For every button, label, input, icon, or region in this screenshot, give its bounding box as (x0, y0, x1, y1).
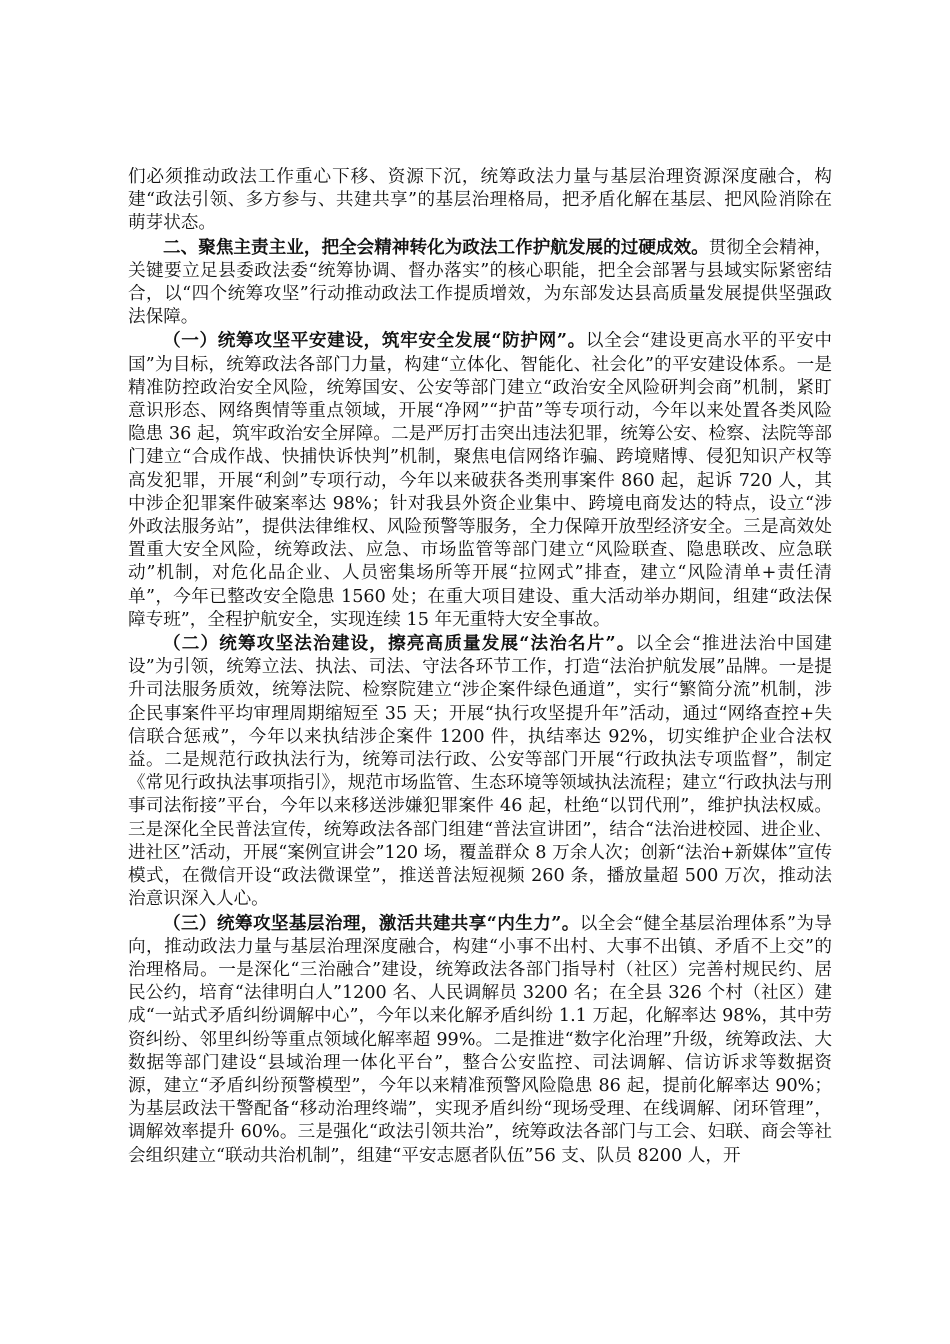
subsection-heading: （一）统筹攻坚平安建设，筑牢安全发展“防护网”。 (163, 330, 586, 352)
paragraph-text: 以全会“健全基层治理体系”为导向，推动政法力量与基层治理深度融合，构建“小事不出村、大事不出镇、矛盾不上交”的治理格局。一是深化“三治融合”建设，统筹政法各部门指导村（社区）完善村规民约、居民公约，培育“法律明白人”1200 名、人民调解员 3200 名；在全县 326 个村（社区）建成“一站式矛盾纠纷调解中心”，今年以来化解矛盾纠纷 1.1 万起，化解率达 98%，其中劳资纠纷、邻里纠纷等重点领域化解率超 99%。二是推进“数字化治理”升级，统筹政法、大数据等部门建设“县域治理一体化平台”，整合公安监控、司法调解、信访诉求等数据资源，建立“矛盾纠纷预警模型”，今年以来精准预警风险隐患 86 起，提前化解率达 90%；为基层政法干警配备“移动治理终端”，实现矛盾纠纷“现场受理、在线调解、闭环管理”，调解效率提升 60%。三是强化“政法引领共治”，统筹政法各部门与工会、妇联、商会等社会组织建立“联动共治机制”，组建“平安志愿者队伍”56 支、队员 8200 人，开 (128, 913, 832, 1166)
paragraph-rule-of-law (128, 632, 832, 911)
subsection-heading: （三）统筹攻坚基层治理，激活共建共享“内生力”。 (163, 912, 580, 934)
subsection-heading: （二）统筹攻坚法治建设，擦亮高质量发展“法治名片”。 (163, 633, 636, 655)
section-heading: 二、聚焦主责主业，把全会精神转化为政法工作护航发展的过硬成效。 (163, 236, 709, 258)
paragraph-text: 们必须推动政法工作重心下移、资源下沉，统筹政法力量与基层治理资源深度融合，构建“政法引领、多方参与、共建共享”的基层治理格局，把矛盾化解在基层、把风险消除在萌芽状态。 (128, 167, 832, 234)
paragraph-text: 贯彻全会精神，关键要立足县委政法委“统筹协调、督办落实”的核心职能，把全会部署与县域实际紧密结合，以“四个统筹攻坚”行动推动政法工作提质增效，为东部发达县高质量发展提供坚强政法保障。 (128, 237, 832, 328)
document-body (128, 166, 832, 1168)
paragraph-section-two (128, 236, 832, 330)
paragraph-intro (128, 166, 832, 236)
paragraph-text: 以全会“建设更高水平的平安中国”为目标，统筹政法各部门力量，构建“立体化、智能化、社会化”的平安建设体系。一是精准防控政治安全风险，统筹国安、公安等部门建立“政治安全风险研判会商”机制，紧盯意识形态、网络舆情等重点领域，开展“净网”“护苗”等专项行动，今年以来处置各类风险隐患 36 起，筑牢政治安全屏障。二是严厉打击突出违法犯罪，统筹公安、检察、法院等部门建立“合成作战、快捕快诉快判”机制，聚焦电信网络诈骗、跨境赌博、侵犯知识产权等高发犯罪，开展“利剑”专项行动，今年以来破获各类刑事案件 860 起，起诉 720 人，其中涉企犯罪案件破案率达 98%；针对我县外资企业集中、跨境电商发达的特点，设立“涉外政法服务站”，提供法律维权、风险预警等服务，全力保障开放型经济安全。三是高效处置重大安全风险，统筹政法、应急、市场监管等部门建立“风险联查、隐患联改、应急联动”机制，对危化品企业、人员密集场所等开展“拉网式”排查，建立“风险清单+责任清单”，今年已整改安全隐患 1560 处；在重大项目建设、重大活动举办期间，组建“政法保障专班”，全程护航安全，实现连续 15 年无重特大安全事故。 (128, 331, 832, 630)
paragraph-grassroots (128, 912, 832, 1168)
paragraph-safety (128, 329, 832, 632)
paragraph-text: 以全会“推进法治中国建设”为引领，统筹立法、执法、司法、守法各环节工作，打造“法治护航发展”品牌。一是提升司法服务质效，统筹法院、检察院建立“涉企案件绿色通道”，实行“繁简分流”机制，涉企民事案件平均审理周期缩短至 35 天；开展“执行攻坚提升年”活动，通过“网络查控+失信联合惩戒”，今年以来执结涉企案件 1200 件，执结率达 92%，切实维护企业合法权益。二是规范行政执法行为，统筹司法行政、公安等部门开展“行政执法专项监督”，制定《常见行政执法事项指引》，规范市场监管、生态环境等领域执法流程；建立“行政执法与刑事司法衔接”平台，今年以来移送涉嫌犯罪案件 46 起，杜绝“以罚代刑”，维护执法权威。三是深化全民普法宣传，统筹政法各部门组建“普法宣讲团”，结合“法治进校园、进企业、进社区”活动，开展“案例宣讲会”120 场，覆盖群众 8 万余人次；创新“法治+新媒体”宣传模式，在微信开设“政法微课堂”，推送普法短视频 260 条，播放量超 500 万次，推动法治意识深入人心。 (128, 634, 832, 910)
